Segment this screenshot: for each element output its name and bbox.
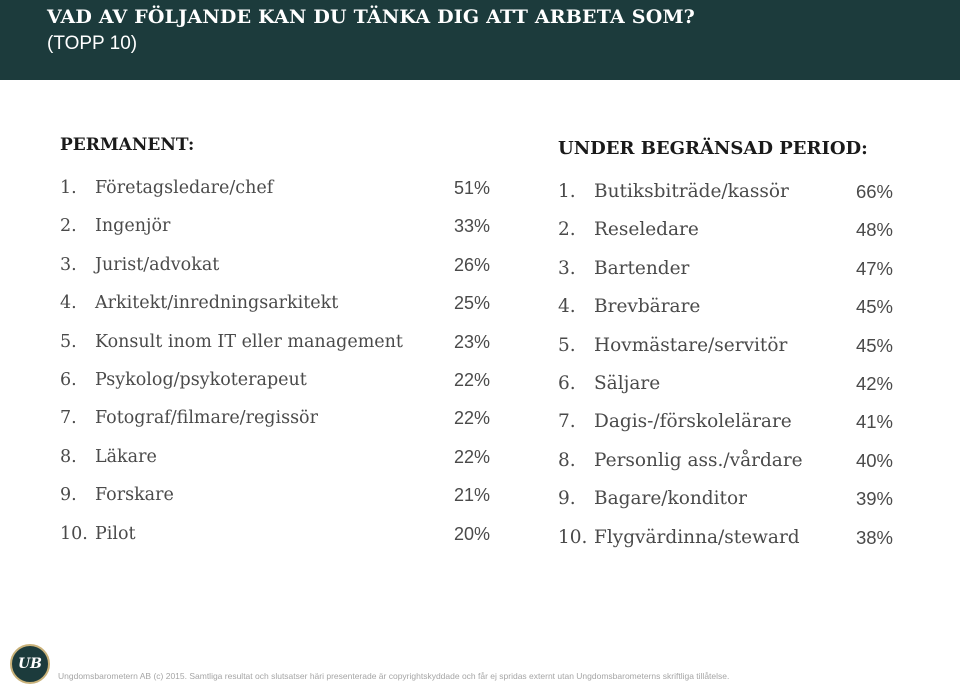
item-percent: 45% bbox=[855, 296, 893, 318]
item-number: 8. bbox=[60, 446, 77, 467]
item-number: 4. bbox=[60, 293, 77, 314]
list-item bbox=[558, 442, 893, 480]
item-percent: 48% bbox=[855, 219, 893, 241]
item-percent: 22% bbox=[453, 369, 490, 390]
item-percent: 33% bbox=[453, 216, 490, 237]
item-number: 9. bbox=[558, 488, 576, 510]
item-percent: 21% bbox=[453, 485, 490, 506]
item-number: 4. bbox=[558, 296, 576, 318]
item-number: 3. bbox=[60, 254, 77, 275]
item-number: 9. bbox=[60, 485, 77, 506]
item-percent: 40% bbox=[855, 449, 893, 471]
list-item bbox=[60, 246, 490, 284]
list-item bbox=[60, 284, 490, 322]
item-percent: 41% bbox=[855, 411, 893, 433]
item-number: 7. bbox=[60, 408, 77, 429]
item-number: 6. bbox=[60, 369, 77, 390]
item-number: 1. bbox=[558, 181, 576, 202]
item-number: 5. bbox=[60, 331, 77, 352]
item-percent: 20% bbox=[453, 523, 490, 544]
item-name: Brevbärare bbox=[594, 296, 701, 318]
item-name: Hovmästare/servitör bbox=[594, 334, 788, 356]
item-name: Säljare bbox=[594, 372, 661, 394]
list-item bbox=[558, 173, 893, 211]
item-percent: 47% bbox=[855, 257, 893, 279]
list-item bbox=[60, 399, 490, 437]
item-name: Jurist/advokat bbox=[95, 254, 220, 275]
item-percent: 39% bbox=[855, 488, 893, 510]
list-item bbox=[558, 288, 893, 326]
list-item bbox=[558, 403, 893, 441]
item-name: Bartender bbox=[594, 257, 690, 279]
item-percent: 38% bbox=[855, 526, 893, 548]
item-name: Företagsledare/chef bbox=[95, 178, 274, 198]
item-number: 10. bbox=[60, 523, 88, 544]
item-name: Ingenjör bbox=[95, 216, 171, 237]
header-bar bbox=[0, 0, 960, 80]
item-number: 3. bbox=[558, 257, 576, 279]
list-item bbox=[558, 365, 893, 403]
copyright-notice: Ungdomsbarometern AB (c) 2015. Samtliga resultat och slutsatser häri presenterade är copyrightskyddade och får ej spridas externt utan Ungdomsbarometerns skriftliga tillåtelse. bbox=[58, 671, 730, 681]
limited-period-heading: UNDER BEGRÄNSAD PERIOD: bbox=[558, 138, 868, 159]
list-item bbox=[60, 323, 490, 361]
item-percent: 26% bbox=[453, 254, 490, 275]
list-item bbox=[60, 207, 490, 245]
item-percent: 45% bbox=[855, 334, 893, 356]
item-percent: 25% bbox=[453, 293, 490, 314]
item-name: Läkare bbox=[95, 446, 157, 467]
item-number: 1. bbox=[60, 178, 77, 198]
item-number: 5. bbox=[558, 334, 576, 356]
item-name: Fotograf/filmare/regissör bbox=[95, 408, 318, 429]
item-percent: 51% bbox=[453, 178, 490, 198]
item-percent: 23% bbox=[453, 331, 490, 352]
list-item bbox=[60, 476, 490, 514]
list-item bbox=[558, 519, 893, 557]
list-item bbox=[558, 327, 893, 365]
item-percent: 22% bbox=[453, 446, 490, 467]
list-item bbox=[60, 438, 490, 476]
list-item bbox=[558, 250, 893, 288]
item-percent: 66% bbox=[855, 181, 893, 202]
item-name: Flygvärdinna/steward bbox=[594, 526, 800, 548]
item-number: 2. bbox=[60, 216, 77, 237]
item-name: Psykolog/psykoterapeut bbox=[95, 369, 307, 390]
permanent-list bbox=[60, 131, 490, 553]
item-number: 2. bbox=[558, 219, 576, 241]
page-subtitle: (TOPP 10) bbox=[47, 33, 138, 54]
permanent-heading: PERMANENT: bbox=[60, 135, 195, 155]
list-item bbox=[60, 169, 490, 207]
list-item bbox=[558, 480, 893, 518]
page-title: VAD AV FÖLJANDE KAN DU TÄNKA DIG ATT ARBETA SOM? bbox=[47, 6, 696, 28]
list-item bbox=[60, 515, 490, 553]
item-name: Forskare bbox=[95, 485, 174, 506]
item-name: Reseledare bbox=[594, 219, 699, 241]
list-item bbox=[558, 211, 893, 249]
list-item bbox=[60, 361, 490, 399]
limited-period-list bbox=[558, 133, 893, 557]
item-percent: 42% bbox=[855, 372, 893, 394]
item-number: 6. bbox=[558, 372, 576, 394]
item-number: 7. bbox=[558, 411, 576, 433]
item-number: 8. bbox=[558, 449, 576, 471]
item-number: 10. bbox=[558, 526, 588, 548]
item-percent: 22% bbox=[453, 408, 490, 429]
item-name: Bagare/konditor bbox=[594, 488, 747, 510]
item-name: Konsult inom IT eller management bbox=[95, 331, 403, 352]
item-name: Butiksbiträde/kassör bbox=[594, 181, 789, 202]
item-name: Personlig ass./vårdare bbox=[594, 449, 803, 471]
item-name: Pilot bbox=[95, 523, 136, 544]
item-name: Arkitekt/inredningsarkitekt bbox=[95, 293, 339, 314]
ub-logo: UB bbox=[10, 644, 50, 684]
item-name: Dagis-/förskolelärare bbox=[594, 411, 792, 433]
